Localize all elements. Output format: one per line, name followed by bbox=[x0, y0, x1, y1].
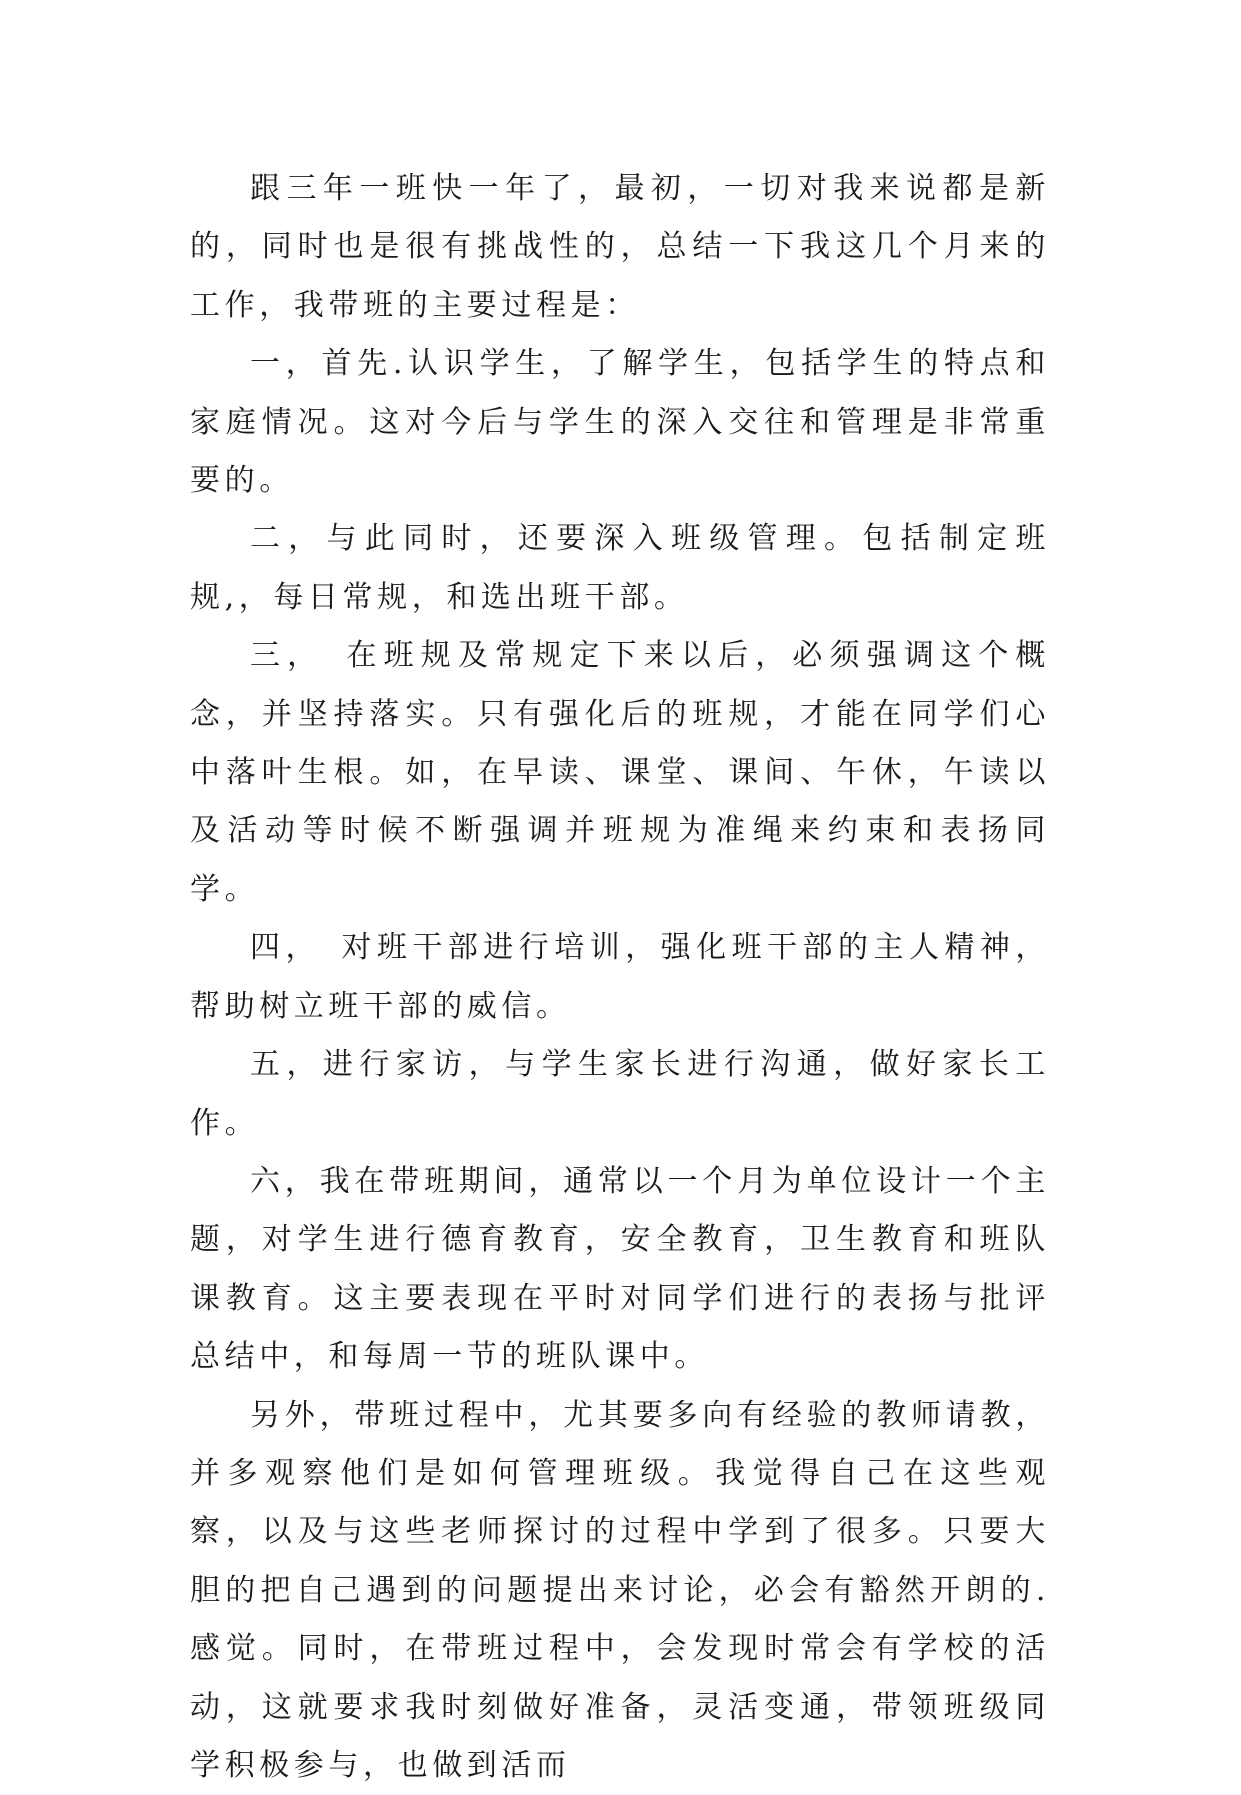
paragraph-point-2: 二，与此同时，还要深入班级管理。包括制定班规,，每日常规，和选出班干部。 bbox=[190, 521, 1050, 615]
paragraph-point-6: 六，我在带班期间，通常以一个月为单位设计一个主题，对学生进行德育教育，安全教育，卫生教育和班队课教育。这主要表现在平时对同学们进行的表扬与批评总结中，和每周一节的班队课中。 bbox=[190, 1163, 1050, 1375]
paragraph-point-5: 五，进行家访，与学生家长进行沟通，做好家长工作。 bbox=[190, 1047, 1050, 1141]
paragraph-additional: 另外，带班过程中，尤其要多向有经验的教师请教，并多观察他们是如何管理班级。我觉得自己在这些观察，以及与这些老师探讨的过程中学到了很多。只要大胆的把自己遇到的问题提出来讨论，必会有豁然开朗的.感觉。同时，在带班过程中，会发现时常会有学校的活动，这就要求我时刻做好准备，灵活变通，带领班级同学积极参与，也做到活而 bbox=[190, 1397, 1050, 1783]
paragraph-point-3: 三， 在班规及常规定下来以后，必须强调这个概念，并坚持落实。只有强化后的班规，才能在同学们心中落叶生根。如，在早读、课堂、课间、午休，午读以及活动等时候不断强调并班规为准绳来约束和表扬同学。 bbox=[190, 638, 1050, 907]
document-body bbox=[190, 160, 1050, 1795]
paragraph-point-4: 四， 对班干部进行培训，强化班干部的主人精神，帮助树立班干部的威信。 bbox=[190, 930, 1050, 1024]
paragraph-point-1: 一，首先.认识学生，了解学生，包括学生的特点和家庭情况。这对今后与学生的深入交往和管理是非常重要的。 bbox=[190, 346, 1050, 499]
paragraph-intro: 跟三年一班快一年了，最初，一切对我来说都是新的，同时也是很有挑战性的，总结一下我这几个月来的工作，我带班的主要过程是： bbox=[190, 171, 1050, 323]
